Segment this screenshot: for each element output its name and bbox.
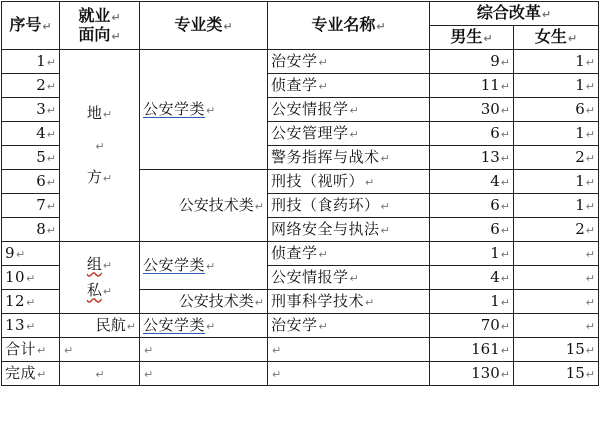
total-label: 合计↵ (2, 338, 60, 362)
major-cell: 公安管理学↵ (268, 122, 430, 146)
major-cell: 侦查学↵ (268, 74, 430, 98)
female-count: 2↵ (514, 218, 599, 242)
major-cell: 刑事科学技术↵ (268, 290, 430, 314)
female-count: ↵ (514, 314, 599, 338)
major-cell: 刑技（视听）↵ (268, 170, 430, 194)
male-count: 6↵ (430, 122, 514, 146)
category-cell: 公安技术类↵ (140, 170, 268, 242)
done-female: 15↵ (514, 362, 599, 386)
row-no: 5↵ (2, 146, 60, 170)
category-cell: 公安学类↵ (140, 50, 268, 170)
empty-cell: ↵ (268, 362, 430, 386)
header-category: 专业类↵ (140, 2, 268, 50)
row-no: 4↵ (2, 122, 60, 146)
table-row (2, 242, 599, 266)
male-count: 13↵ (430, 146, 514, 170)
male-count: 4↵ (430, 266, 514, 290)
category-cell: 公安技术类↵ (140, 290, 268, 314)
male-count: 6↵ (430, 218, 514, 242)
row-no: 2↵ (2, 74, 60, 98)
female-count: 6↵ (514, 98, 599, 122)
category-cell: 公安学类↵ (140, 314, 268, 338)
major-cell: 网络安全与执法↵ (268, 218, 430, 242)
area-local: 地↵ ↵ 方↵ (60, 50, 140, 242)
major-cell: 侦查学↵ (268, 242, 430, 266)
major-cell: 治安学↵ (268, 50, 430, 74)
empty-cell: ↵ (60, 362, 140, 386)
male-count: 4↵ (430, 170, 514, 194)
male-count: 6↵ (430, 194, 514, 218)
header-no: 序号↵ (2, 2, 60, 50)
female-count: ↵ (514, 266, 599, 290)
enrollment-table (1, 1, 599, 386)
total-male: 161↵ (430, 338, 514, 362)
row-no: 9↵ (2, 242, 60, 266)
female-count: ↵ (514, 290, 599, 314)
done-row (2, 362, 599, 386)
male-count: 70↵ (430, 314, 514, 338)
empty-cell: ↵ (60, 338, 140, 362)
done-label: 完成↵ (2, 362, 60, 386)
done-male: 130↵ (430, 362, 514, 386)
header-area: 就业↵ 面向↵ (60, 2, 140, 50)
major-cell: 刑技（食药环）↵ (268, 194, 430, 218)
male-count: 30↵ (430, 98, 514, 122)
female-count: 1↵ (514, 74, 599, 98)
female-count: 1↵ (514, 170, 599, 194)
row-no: 3↵ (2, 98, 60, 122)
empty-cell: ↵ (140, 362, 268, 386)
row-no: 1↵ (2, 50, 60, 74)
male-count: 9↵ (430, 50, 514, 74)
major-cell: 公安情报学↵ (268, 266, 430, 290)
empty-cell: ↵ (140, 338, 268, 362)
major-cell: 治安学↵ (268, 314, 430, 338)
female-count: 1↵ (514, 194, 599, 218)
female-count: ↵ (514, 242, 599, 266)
row-no: 10↵ (2, 266, 60, 290)
female-count: 1↵ (514, 122, 599, 146)
male-count: 1↵ (430, 290, 514, 314)
female-count: 1↵ (514, 50, 599, 74)
table-row (2, 50, 599, 74)
row-no: 7↵ (2, 194, 60, 218)
row-no: 8↵ (2, 218, 60, 242)
male-count: 1↵ (430, 242, 514, 266)
header-female: 女生↵ (514, 26, 599, 50)
table-row (2, 314, 599, 338)
header-major: 专业名称↵ (268, 2, 430, 50)
area-civil: 民航↵ (60, 314, 140, 338)
row-no: 6↵ (2, 170, 60, 194)
area-org: 组↵ 私↵ (60, 242, 140, 314)
male-count: 11↵ (430, 74, 514, 98)
major-cell: 警务指挥与战术↵ (268, 146, 430, 170)
header-reform: 综合改革↵ (430, 2, 599, 26)
row-no: 13↵ (2, 314, 60, 338)
total-row (2, 338, 599, 362)
row-no: 12↵ (2, 290, 60, 314)
empty-cell: ↵ (268, 338, 430, 362)
header-male: 男生↵ (430, 26, 514, 50)
total-female: 15↵ (514, 338, 599, 362)
major-cell: 公安情报学↵ (268, 98, 430, 122)
female-count: 2↵ (514, 146, 599, 170)
category-cell: 公安学类↵ (140, 242, 268, 290)
